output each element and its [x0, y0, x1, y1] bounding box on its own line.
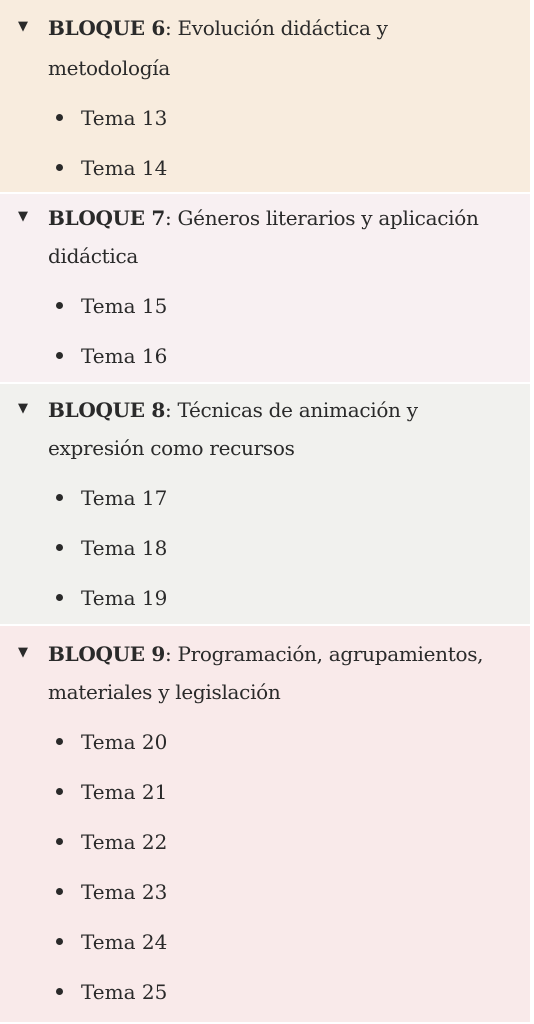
block-7-title: Géneros literarios y aplicación: [177, 206, 479, 230]
topic-label: Tema 24: [81, 930, 168, 954]
block-9-label: BLOQUE 9: [48, 642, 165, 666]
topic-item[interactable]: [56, 880, 167, 904]
topic-item[interactable]: [56, 156, 167, 180]
expand-triangle-icon: ▼: [18, 209, 28, 224]
topic-item[interactable]: [56, 730, 167, 754]
bullet-icon: [56, 738, 63, 745]
block-6-title-line2: metodología: [48, 56, 170, 80]
topic-item[interactable]: [56, 780, 167, 804]
block-9-title: Programación, agrupamientos,: [177, 642, 484, 666]
topic-item[interactable]: [56, 980, 167, 1004]
block-7-title-line1: BLOQUE 7: Géneros literarios y aplicación: [48, 206, 479, 230]
topic-item[interactable]: [56, 536, 167, 560]
bullet-icon: [56, 938, 63, 945]
topic-label: Tema 14: [81, 156, 168, 180]
bullet-icon: [56, 594, 63, 601]
topic-item[interactable]: [56, 586, 167, 610]
topic-item[interactable]: [56, 106, 167, 130]
bullet-icon: [56, 988, 63, 995]
bullet-icon: [56, 788, 63, 795]
expand-triangle-icon: ▼: [18, 401, 28, 416]
block-9-title-line1: BLOQUE 9: Programación, agrupamientos,: [48, 642, 484, 666]
topic-item[interactable]: [56, 344, 167, 368]
bullet-icon: [56, 164, 63, 171]
topic-label: Tema 22: [81, 830, 168, 854]
block-6-title: Evolución didáctica y: [177, 16, 388, 40]
topic-label: Tema 13: [81, 106, 168, 130]
block-6-label: BLOQUE 6: [48, 16, 165, 40]
topic-label: Tema 18: [81, 536, 168, 560]
block-8-label: BLOQUE 8: [48, 398, 165, 422]
block-8: [0, 384, 530, 626]
block-8-title-line1: BLOQUE 8: Técnicas de animación y: [48, 398, 418, 422]
block-7-title-line2: didáctica: [48, 244, 138, 268]
block-7-label: BLOQUE 7: [48, 206, 165, 230]
block-9-title-line2: materiales y legislación: [48, 680, 281, 704]
bullet-icon: [56, 888, 63, 895]
topic-item[interactable]: [56, 486, 167, 510]
block-8-title: Técnicas de animación y: [177, 398, 418, 422]
topic-label: Tema 23: [81, 880, 168, 904]
topic-label: Tema 16: [81, 344, 168, 368]
topic-item[interactable]: [56, 294, 167, 318]
topic-item[interactable]: [56, 830, 167, 854]
bullet-icon: [56, 352, 63, 359]
expand-triangle-icon: ▼: [18, 19, 28, 34]
topic-label: Tema 20: [81, 730, 168, 754]
topic-item[interactable]: [56, 930, 167, 954]
block-8-title-line2: expresión como recursos: [48, 436, 295, 460]
bullet-icon: [56, 302, 63, 309]
block-7: [0, 194, 530, 384]
topic-label: Tema 21: [81, 780, 168, 804]
topic-label: Tema 19: [81, 586, 168, 610]
bullet-icon: [56, 114, 63, 121]
block-9: [0, 626, 530, 1024]
block-6-title-line1: BLOQUE 6: Evolución didáctica y: [48, 16, 388, 40]
bullet-icon: [56, 544, 63, 551]
bullet-icon: [56, 838, 63, 845]
topic-label: Tema 17: [81, 486, 168, 510]
topic-label: Tema 15: [81, 294, 168, 318]
block-6: [0, 0, 530, 194]
bullet-icon: [56, 494, 63, 501]
expand-triangle-icon: ▼: [18, 645, 28, 660]
topic-label: Tema 25: [81, 980, 168, 1004]
